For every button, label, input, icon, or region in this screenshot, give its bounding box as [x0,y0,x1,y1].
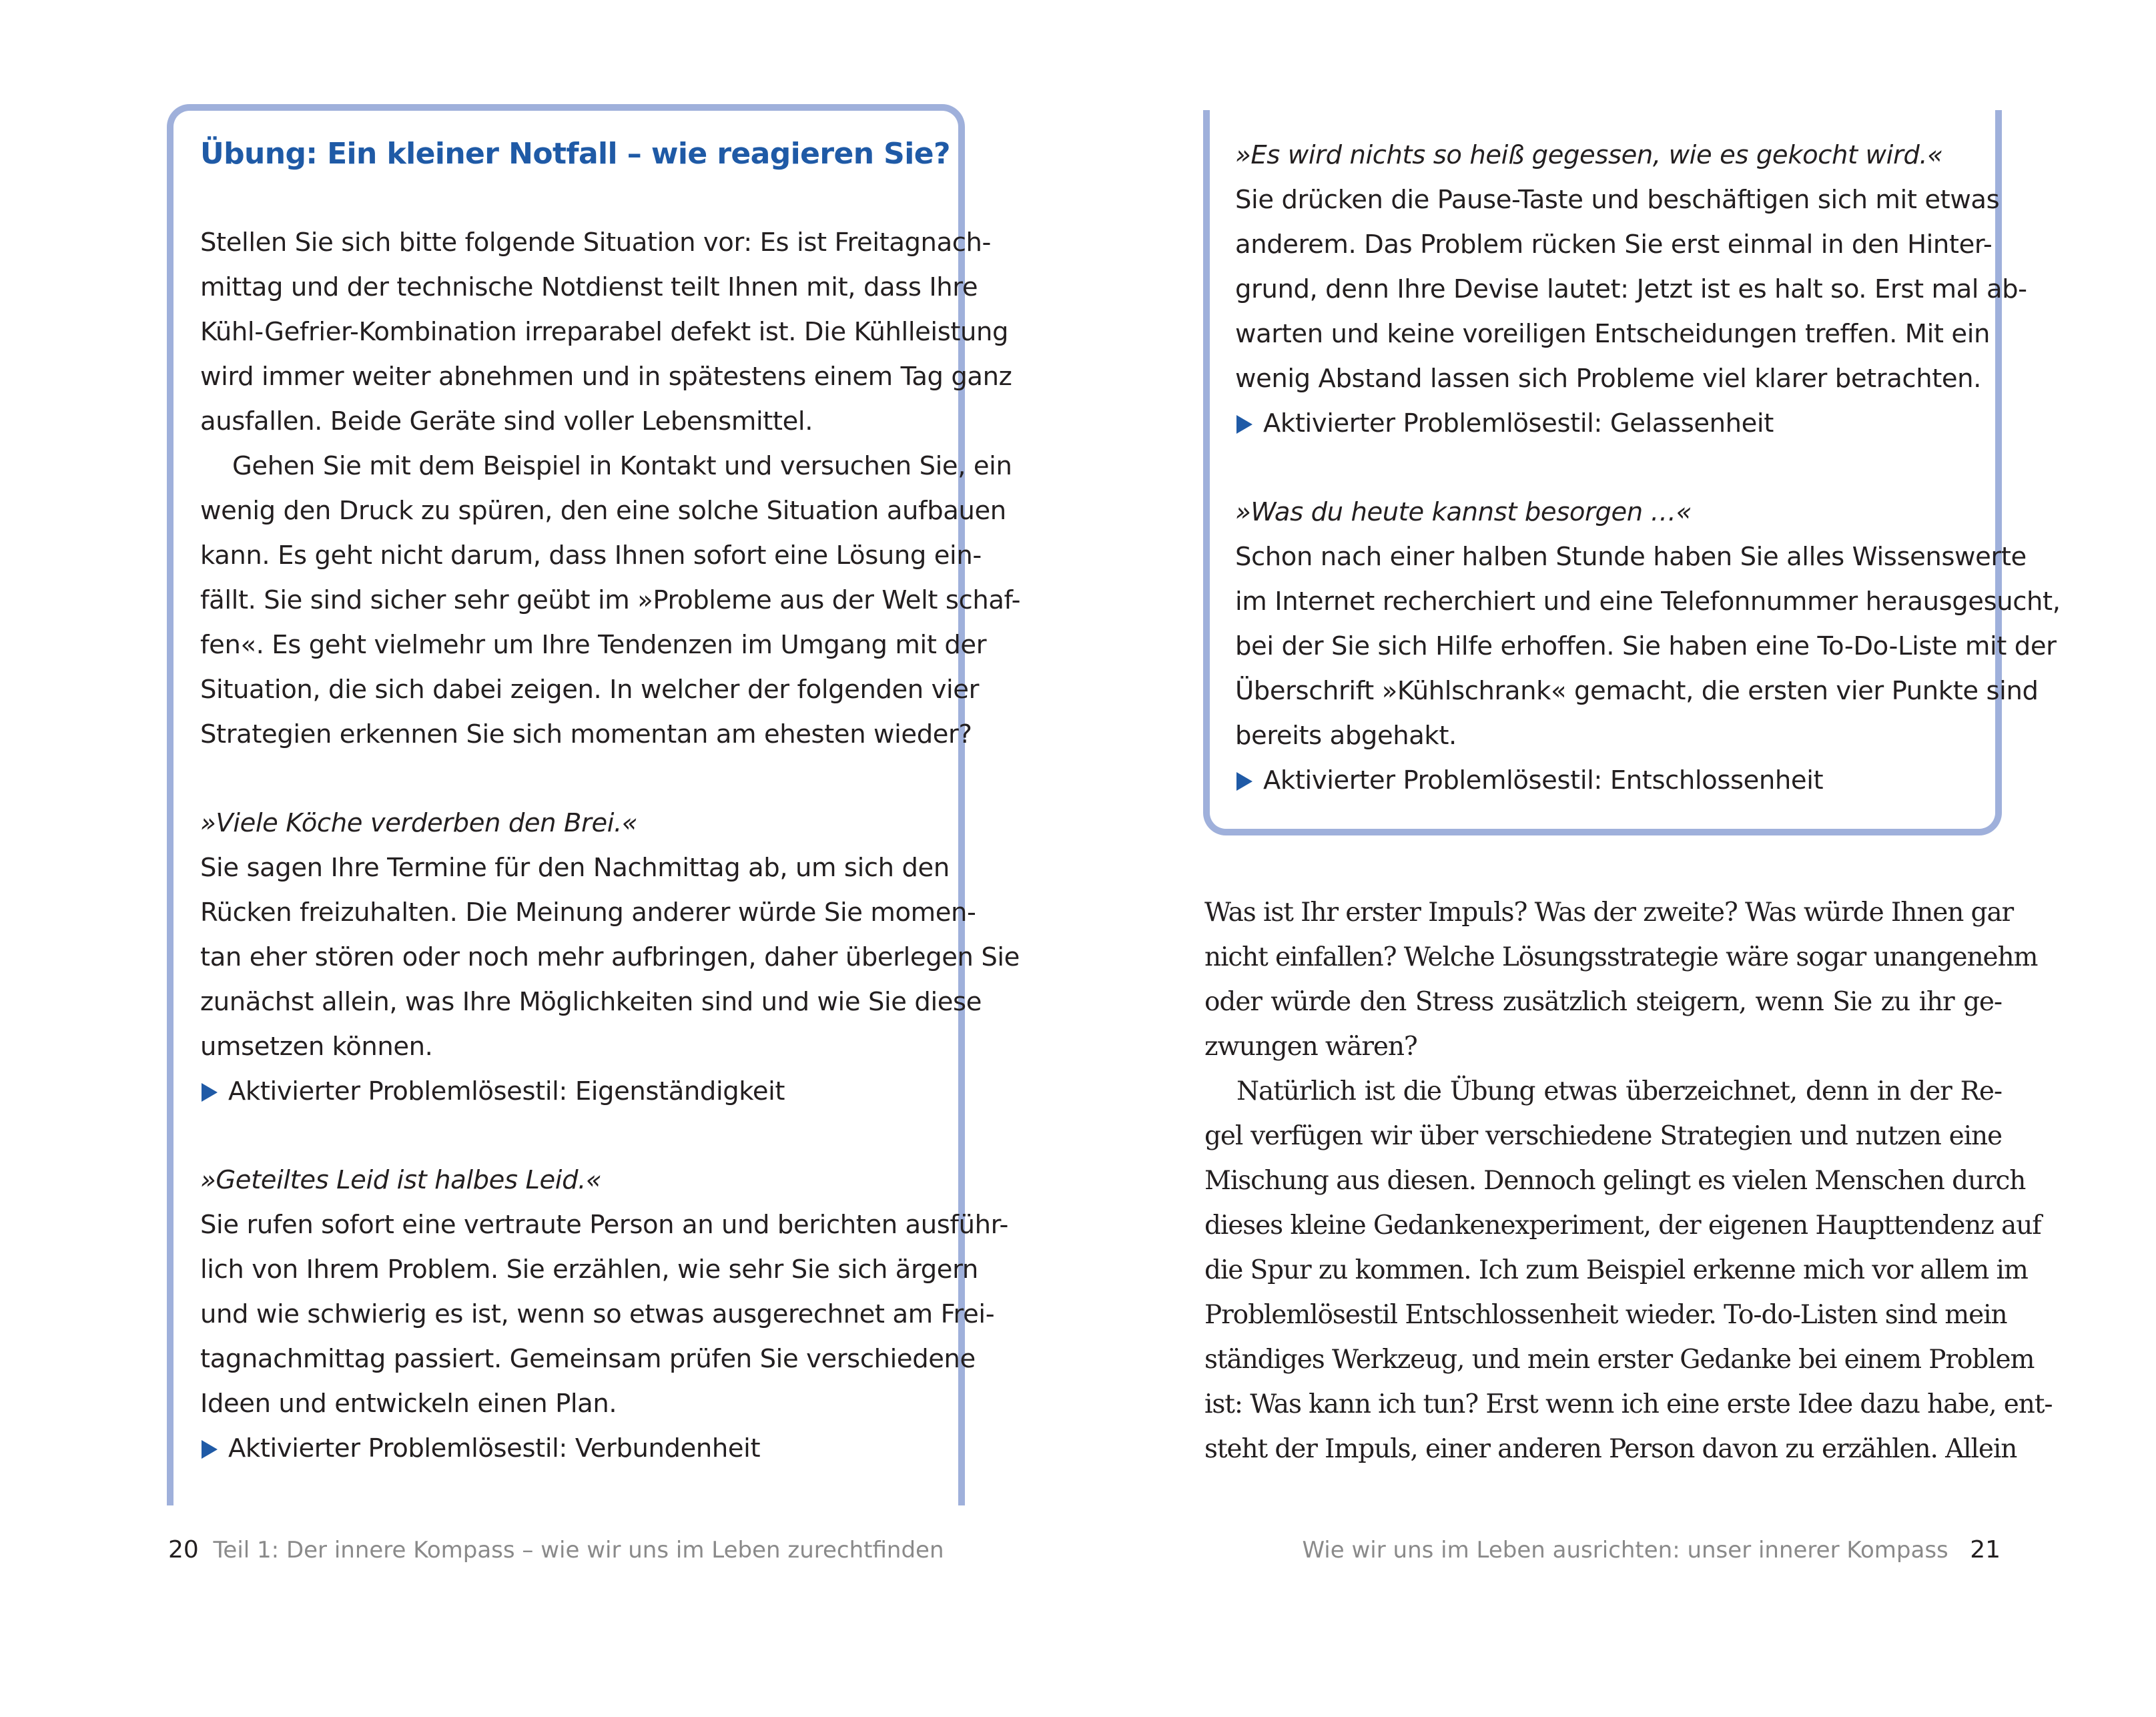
exercise-heading: Übung: Ein kleiner Notfall – wie reagieren Sie? [200,137,950,171]
text-line: Kühl-Gefrier-Kombination irreparabel defekt ist. Die Kühlleistung [200,317,1009,347]
text-line: bereits abgehakt. [1235,721,1457,751]
page-number: 20 [168,1536,199,1564]
footer-left [168,1536,944,1564]
text-line: Mischung aus diesen. Dennoch gelingt es vielen Menschen durch [1204,1166,2026,1196]
text-line: umsetzen können. [200,1032,433,1062]
text-line: wenig den Druck zu spüren, den eine solche Situation aufbauen [200,496,1006,526]
text-line: Problemlösestil Entschlossenheit wieder. To-do-Listen sind mein [1204,1300,2007,1330]
text-line: zunächst allein, was Ihre Möglichkeiten sind und wie Sie diese [200,987,982,1017]
text-line: zwungen wären? [1204,1032,1417,1062]
strategy-title: »Viele Köche verderben den Brei.« [200,808,638,838]
text-line: Schon nach einer halben Stunde haben Sie alles Wissenswerte [1235,542,2027,572]
result-text: Aktivierter Problemlösestil: Gelassenheit [1263,408,1774,438]
footer-right [1302,1536,2001,1564]
text-line: oder würde den Stress zusätzlich steigern, wenn Sie zu ihr ge- [1204,987,2002,1017]
strategy-title: »Was du heute kannst besorgen …« [1235,497,1692,527]
text-line: mittag und der technische Notdienst teilt Ihnen mit, dass Ihre [200,272,978,302]
text-line: bei der Sie sich Hilfe erhoffen. Sie haben eine To-Do-Liste mit der [1235,631,2057,661]
arrow-right-icon [1236,415,1252,434]
result-line [202,1430,760,1467]
text-line: ist: Was kann ich tun? Erst wenn ich eine erste Idee dazu habe, ent- [1204,1389,2053,1419]
text-line: Überschrift »Kühlschrank« gemacht, die ersten vier Punkte sind [1235,676,2039,706]
text-line: grund, denn Ihre Devise lautet: Jetzt ist es halt so. Erst mal ab- [1235,274,2027,304]
arrow-right-icon [1236,772,1252,791]
text-line: ausfallen. Beide Geräte sind voller Lebensmittel. [200,406,813,436]
text-line: wird immer weiter abnehmen und in spätestens einem Tag ganz [200,362,1012,392]
text-line: fällt. Sie sind sicher sehr geübt im »Probleme aus der Welt schaf- [200,585,1021,615]
text-line: Ideen und entwickeln einen Plan. [200,1389,617,1419]
text-line: Sie drücken die Pause-Taste und beschäftigen sich mit etwas [1235,185,2000,215]
running-title: Wie wir uns im Leben ausrichten: unser innerer Kompass [1302,1537,1948,1564]
text-line: im Internet recherchiert und eine Telefonnummer herausgesucht, [1235,587,2061,617]
strategy-title: »Geteiltes Leid ist halbes Leid.« [200,1165,602,1195]
result-text: Aktivierter Problemlösestil: Entschlossenheit [1263,765,1824,795]
result-line [1236,762,1823,799]
text-line: Rücken freizuhalten. Die Meinung anderer würde Sie momen- [200,898,976,928]
result-line [202,1073,785,1110]
text-line: lich von Ihrem Problem. Sie erzählen, wie sehr Sie sich ärgern [200,1255,978,1285]
strategy-title: »Es wird nichts so heiß gegessen, wie es gekocht wird.« [1235,140,1943,170]
text-line: tagnachmittag passiert. Gemeinsam prüfen Sie verschiedene [200,1344,976,1374]
text-line: und wie schwierig es ist, wenn so etwas ausgerechnet am Frei- [200,1299,995,1329]
text-line: Sie rufen sofort eine vertraute Person an und berichten ausführ- [200,1210,1009,1240]
text-line: Stellen Sie sich bitte folgende Situation vor: Es ist Freitagnach- [200,228,992,258]
text-line: steht der Impuls, einer anderen Person davon zu erzählen. Allein [1204,1434,2017,1464]
page-number: 21 [1970,1536,2001,1564]
text-line: wenig Abstand lassen sich Probleme viel klarer betrachten. [1235,364,1982,394]
arrow-right-icon [202,1440,218,1459]
result-line [1236,405,1774,442]
text-line: die Spur zu kommen. Ich zum Beispiel erkenne mich vor allem im [1204,1255,2028,1285]
text-line: anderem. Das Problem rücken Sie erst einmal in den Hinter- [1235,230,1993,260]
text-line: Situation, die sich dabei zeigen. In welcher der folgenden vier [200,675,980,705]
arrow-right-icon [202,1083,218,1102]
text-line: Strategien erkennen Sie sich momentan am ehesten wieder? [200,719,972,749]
text-line: tan eher stören oder noch mehr aufbringen, daher überlegen Sie [200,942,1020,972]
text-line: ständiges Werkzeug, und mein erster Gedanke bei einem Problem [1204,1345,2035,1375]
text-line: warten und keine voreiligen Entscheidungen treffen. Mit ein [1235,319,1991,349]
text-line: nicht einfallen? Welche Lösungsstrategie wäre sogar unangenehm [1204,942,2038,972]
running-title: Teil 1: Der innere Kompass – wie wir uns im Leben zurechtfinden [213,1537,944,1564]
text-line: Was ist Ihr erster Impuls? Was der zweite? Was würde Ihnen gar [1204,898,2014,928]
text-line: kann. Es geht nicht darum, dass Ihnen sofort eine Lösung ein- [200,541,982,571]
text-line: Natürlich ist die Übung etwas überzeichnet, denn in der Re- [1236,1076,2002,1106]
result-text: Aktivierter Problemlösestil: Eigenständigkeit [228,1076,785,1106]
text-line: dieses kleine Gedankenexperiment, der eigenen Haupttendenz auf [1204,1211,2041,1241]
text-line: gel verfügen wir über verschiedene Strategien und nutzen eine [1204,1121,2002,1151]
text-line: Gehen Sie mit dem Beispiel in Kontakt und versuchen Sie, ein [232,451,1012,481]
result-text: Aktivierter Problemlösestil: Verbundenheit [228,1433,761,1463]
text-line: fen«. Es geht vielmehr um Ihre Tendenzen im Umgang mit der [200,630,987,660]
text-line: Sie sagen Ihre Termine für den Nachmittag ab, um sich den [200,853,950,883]
